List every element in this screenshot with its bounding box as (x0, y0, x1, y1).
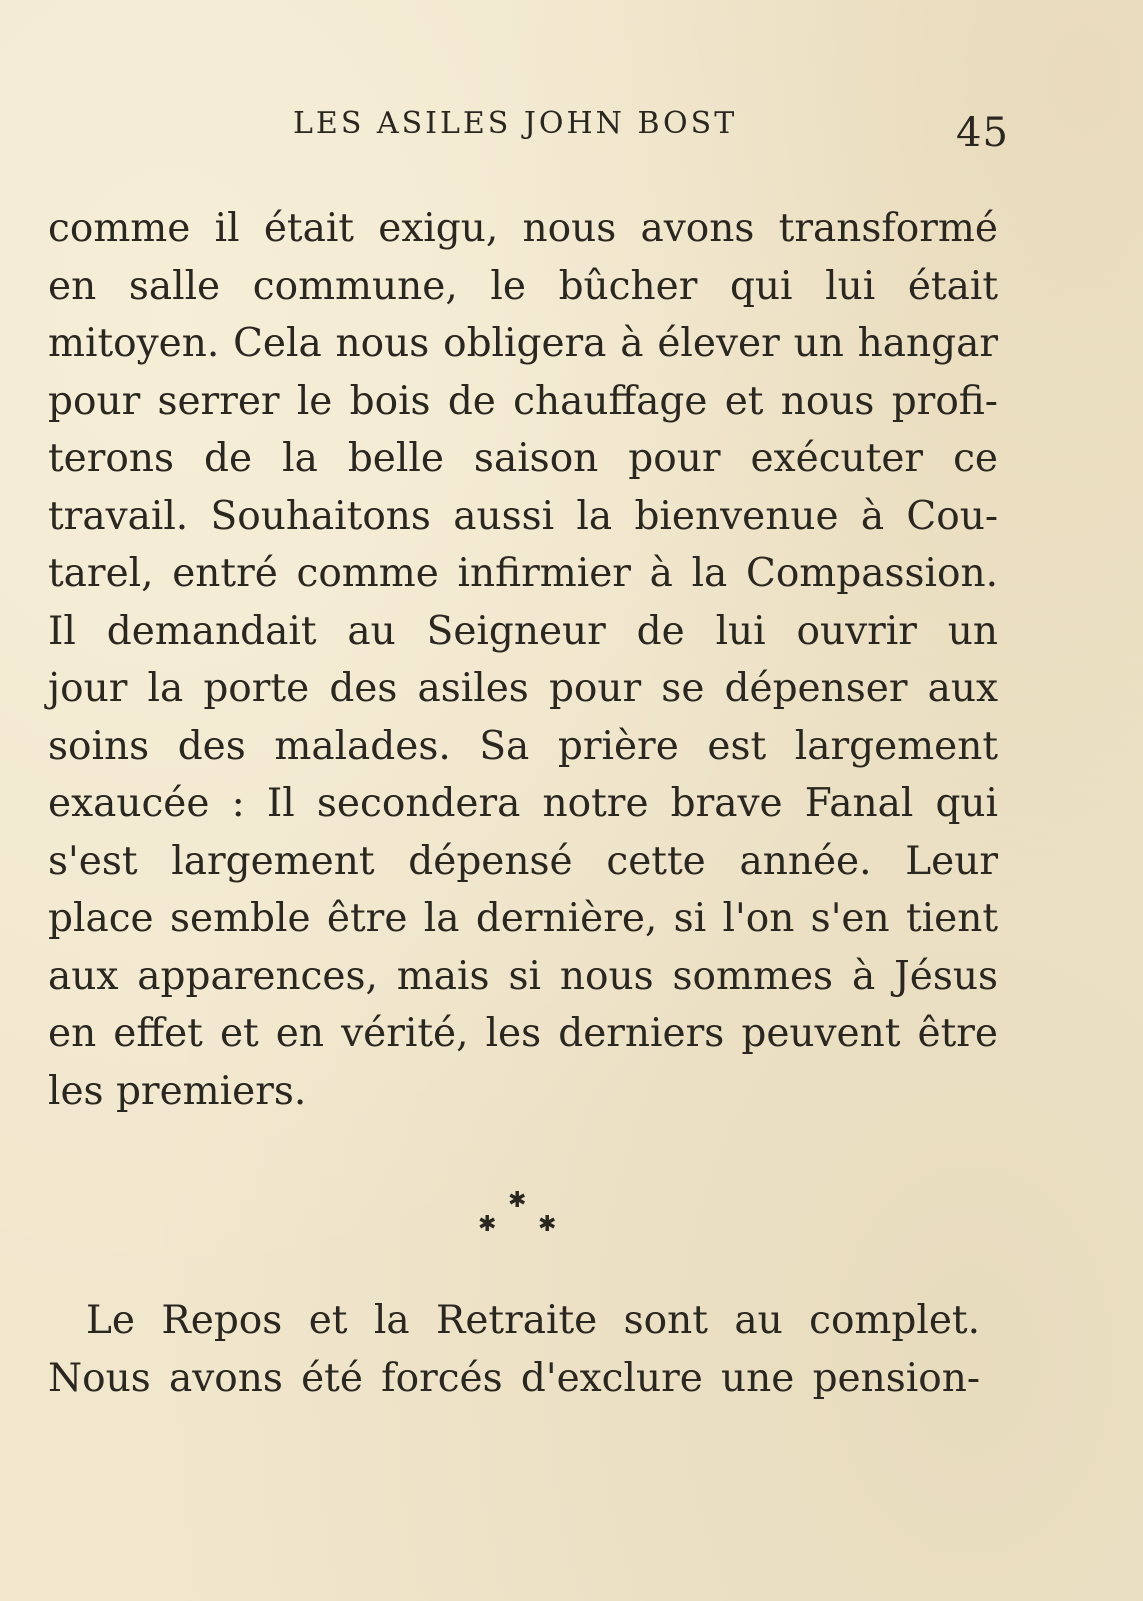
text-line: soins des malades. Sa prière est largement (48, 723, 998, 769)
asterisk-icon: ✱ (508, 1188, 527, 1213)
text-line: Il demandait au Seigneur de lui ouvrir un (48, 608, 998, 654)
text-line: aux apparences, mais si nous sommes à Jésus (48, 953, 998, 999)
page-number: 45 (956, 110, 1009, 156)
asterisk-icon: ✱ (538, 1212, 557, 1237)
text-line: s'est largement dépensé cette année. Leur (48, 838, 998, 884)
text-line: les premiers. (48, 1068, 307, 1114)
text-line: terons de la belle saison pour exécuter ce (48, 436, 998, 481)
text-line: exaucée : Il secondera notre brave Fanal qui (48, 781, 998, 826)
paragraph-2 (48, 1292, 980, 1407)
text-line: en salle commune, le bûcher qui lui était (48, 263, 998, 309)
text-line: mitoyen. Cela nous obligera à élever un hangar (48, 321, 998, 366)
text-line: Nous avons été forcés d'exclure une pension- (48, 1355, 980, 1401)
text-line: jour la porte des asiles pour se dépenser aux (48, 666, 998, 711)
asterism-separator (470, 1190, 570, 1240)
text-line: comme il était exigu, nous avons transformé (48, 206, 998, 251)
text-line: tarel, entré comme infirmier à la Compassion. (48, 551, 998, 596)
text-line: travail. Souhaitons aussi la bienvenue à Cou- (48, 493, 998, 539)
paragraph-1 (48, 200, 998, 1120)
text-line: Le Repos et la Retraite sont au complet. (86, 1298, 980, 1343)
text-line: en effet et en vérité, les derniers peuvent être (48, 1011, 998, 1056)
running-title: LES ASILES JOHN BOST (293, 106, 738, 141)
text-line: pour serrer le bois de chauffage et nous profi- (48, 378, 998, 424)
asterisk-icon: ✱ (478, 1212, 497, 1237)
text-line: place semble être la dernière, si l'on s'en tient (48, 896, 998, 941)
